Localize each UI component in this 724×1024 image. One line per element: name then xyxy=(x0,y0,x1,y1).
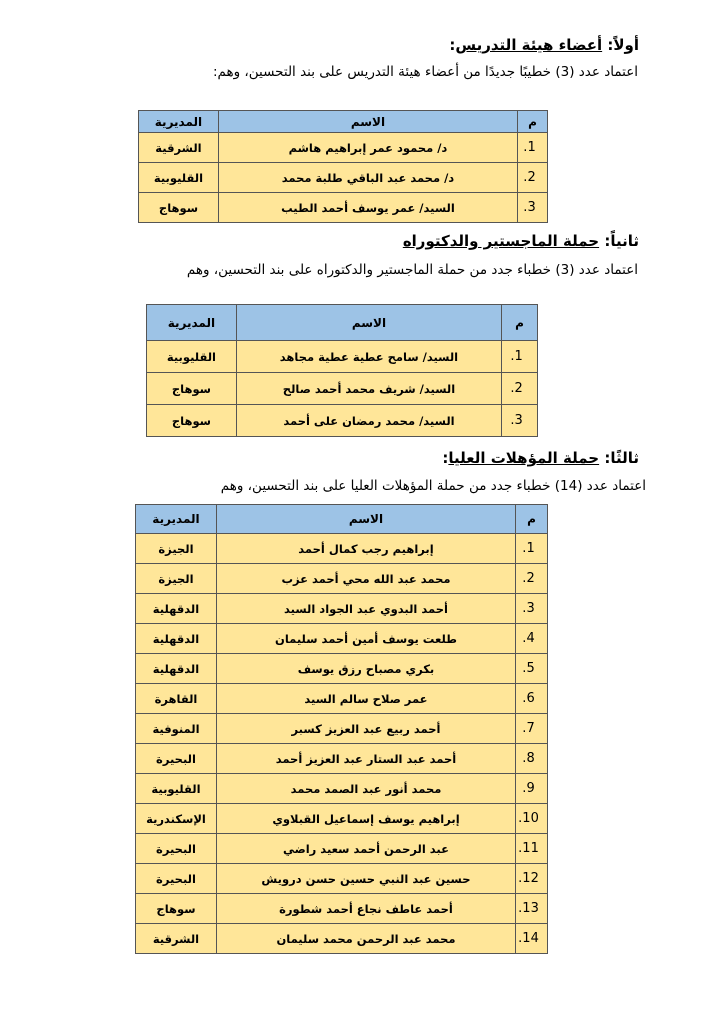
row-directorate: سوهاج xyxy=(147,405,237,437)
row-number xyxy=(518,193,548,223)
section-1-title: أولاً: أعضاء هيئة التدريس: xyxy=(449,36,639,54)
section-3-title: ثالثًا: حملة المؤهلات العليا: xyxy=(442,449,639,467)
row-number-text: 3. xyxy=(522,601,535,616)
row-number xyxy=(502,341,538,373)
col-header-dir: المديرية xyxy=(139,111,219,133)
row-directorate: الجيزة xyxy=(136,564,217,594)
row-directorate: الدقهلية xyxy=(136,624,217,654)
row-directorate: الدقهلية xyxy=(136,594,217,624)
table-row xyxy=(139,133,548,163)
table-body xyxy=(139,133,548,223)
col-header-dir: المديرية xyxy=(147,305,237,341)
col-header-dir: المديرية xyxy=(136,505,217,534)
col-header-num: م xyxy=(516,505,548,534)
row-number-text: 5. xyxy=(522,661,535,676)
row-directorate: القليوبية xyxy=(139,163,219,193)
table-row xyxy=(136,774,548,804)
row-number xyxy=(516,714,548,744)
row-directorate: المنوفية xyxy=(136,714,217,744)
row-number xyxy=(516,804,548,834)
row-number xyxy=(516,834,548,864)
section-1-number: أولاً xyxy=(613,36,639,54)
row-name: محمد عبد الله محي أحمد عزب xyxy=(216,564,515,594)
row-number xyxy=(516,744,548,774)
row-directorate: القليوبية xyxy=(147,341,237,373)
table-row xyxy=(136,714,548,744)
row-number xyxy=(518,163,548,193)
row-number xyxy=(502,405,538,437)
section-2-number: ثانياً xyxy=(610,232,639,250)
row-name: أحمد ربيع عبد العزيز كسبر xyxy=(216,714,515,744)
row-number-text: 1. xyxy=(522,541,535,556)
section-3-name: حملة المؤهلات العليا xyxy=(448,449,600,467)
row-name: بكري مصباح رزق يوسف xyxy=(216,654,515,684)
row-directorate: الدقهلية xyxy=(136,654,217,684)
row-name: أحمد عبد الستار عبد العزيز أحمد xyxy=(216,744,515,774)
section-3-number: ثالثًا xyxy=(610,449,639,467)
row-number-text: 9. xyxy=(522,781,535,796)
row-number-text: 2. xyxy=(522,571,535,586)
col-header-name: الاسم xyxy=(236,305,501,341)
row-name: حسين عبد النبي حسين حسن درويش xyxy=(216,864,515,894)
row-directorate: الجيزة xyxy=(136,534,217,564)
col-header-num: م xyxy=(518,111,548,133)
table-row xyxy=(139,193,548,223)
row-number xyxy=(516,684,548,714)
row-directorate: سوهاج xyxy=(147,373,237,405)
table-body xyxy=(147,341,538,437)
table-row xyxy=(136,624,548,654)
table-row xyxy=(136,834,548,864)
row-number xyxy=(516,654,548,684)
row-name: محمد عبد الرحمن محمد سليمان xyxy=(216,924,515,954)
section-1-intro: اعتماد عدد (3) خطيبًا جديدًا من أعضاء هيئة التدريس على بند التحسين، وهم: xyxy=(212,64,638,80)
table-row xyxy=(139,163,548,193)
row-number-text: 6. xyxy=(522,691,535,706)
row-number xyxy=(516,624,548,654)
row-directorate: البحيرة xyxy=(136,834,217,864)
section-2-title: ثانياً: حملة الماجستير والدكتوراه xyxy=(402,232,639,250)
table-row xyxy=(136,534,548,564)
row-name: السيد/ عمر يوسف أحمد الطيب xyxy=(218,193,517,223)
row-number-text: 10. xyxy=(518,811,539,826)
col-header-name: الاسم xyxy=(218,111,517,133)
row-name: السيد/ محمد رمضان على أحمد xyxy=(236,405,501,437)
row-number xyxy=(516,774,548,804)
row-number xyxy=(516,894,548,924)
row-number-text: 3. xyxy=(510,413,523,428)
row-name: أحمد البدوي عبد الجواد السيد xyxy=(216,594,515,624)
table-row xyxy=(136,864,548,894)
table-row xyxy=(136,654,548,684)
table-row xyxy=(147,405,538,437)
row-name: إبراهيم يوسف إسماعيل القبلاوي xyxy=(216,804,515,834)
row-directorate: البحيرة xyxy=(136,864,217,894)
row-name: د/ محمد عبد الباقي طلبة محمد xyxy=(218,163,517,193)
row-name: السيد/ سامح عطية عطية مجاهد xyxy=(236,341,501,373)
table-body xyxy=(136,534,548,954)
row-number-text: 3. xyxy=(523,200,536,215)
table-row xyxy=(136,924,548,954)
row-directorate: سوهاج xyxy=(136,894,217,924)
section-2-intro: اعتماد عدد (3) خطباء جدد من حملة الماجستير والدكتوراه على بند التحسين، وهم xyxy=(186,262,638,278)
row-number xyxy=(516,534,548,564)
table-section-2 xyxy=(146,304,538,437)
row-directorate: الشرقية xyxy=(136,924,217,954)
section-3-intro: اعتماد عدد (14) خطباء جدد من حملة المؤهلات العليا على بند التحسين، وهم xyxy=(220,478,646,494)
row-directorate: القليوبية xyxy=(136,774,217,804)
section-2-name: حملة الماجستير والدكتوراه xyxy=(402,232,600,250)
col-header-name: الاسم xyxy=(216,505,515,534)
row-name: إبراهيم رجب كمال أحمد xyxy=(216,534,515,564)
table-row xyxy=(136,804,548,834)
table-section-1 xyxy=(138,110,548,223)
row-number-text: 4. xyxy=(522,631,535,646)
row-number xyxy=(516,594,548,624)
row-number xyxy=(516,564,548,594)
row-number-text: 1. xyxy=(510,349,523,364)
table-row xyxy=(136,564,548,594)
row-directorate: الإسكندرية xyxy=(136,804,217,834)
row-directorate: الشرقية xyxy=(139,133,219,163)
row-directorate: القاهرة xyxy=(136,684,217,714)
row-number-text: 12. xyxy=(518,871,539,886)
row-name: د/ محمود عمر إبراهيم هاشم xyxy=(218,133,517,163)
section-1-name: أعضاء هيئة التدريس xyxy=(455,36,603,54)
table-section-3 xyxy=(135,504,548,954)
row-name: السيد/ شريف محمد أحمد صالح xyxy=(236,373,501,405)
row-name: محمد أنور عبد الصمد محمد xyxy=(216,774,515,804)
row-number-text: 7. xyxy=(522,721,535,736)
row-number-text: 8. xyxy=(522,751,535,766)
col-header-num: م xyxy=(502,305,538,341)
row-directorate: سوهاج xyxy=(139,193,219,223)
table-row xyxy=(136,594,548,624)
row-number-text: 1. xyxy=(523,140,536,155)
row-number xyxy=(518,133,548,163)
row-number-text: 2. xyxy=(523,170,536,185)
row-number-text: 2. xyxy=(510,381,523,396)
table-row xyxy=(136,744,548,774)
table-row xyxy=(136,684,548,714)
row-number-text: 13. xyxy=(518,901,539,916)
table-row xyxy=(147,373,538,405)
row-name: طلعت يوسف أمين أحمد سليمان xyxy=(216,624,515,654)
table-row xyxy=(147,341,538,373)
table-row xyxy=(136,894,548,924)
row-number-text: 11. xyxy=(518,841,539,856)
row-number xyxy=(502,373,538,405)
row-number xyxy=(516,924,548,954)
row-name: عبد الرحمن أحمد سعيد راضي xyxy=(216,834,515,864)
row-number xyxy=(516,864,548,894)
row-name: عمر صلاح سالم السيد xyxy=(216,684,515,714)
row-directorate: البحيرة xyxy=(136,744,217,774)
row-number-text: 14. xyxy=(518,931,539,946)
row-name: أحمد عاطف نجاع أحمد شطورة xyxy=(216,894,515,924)
